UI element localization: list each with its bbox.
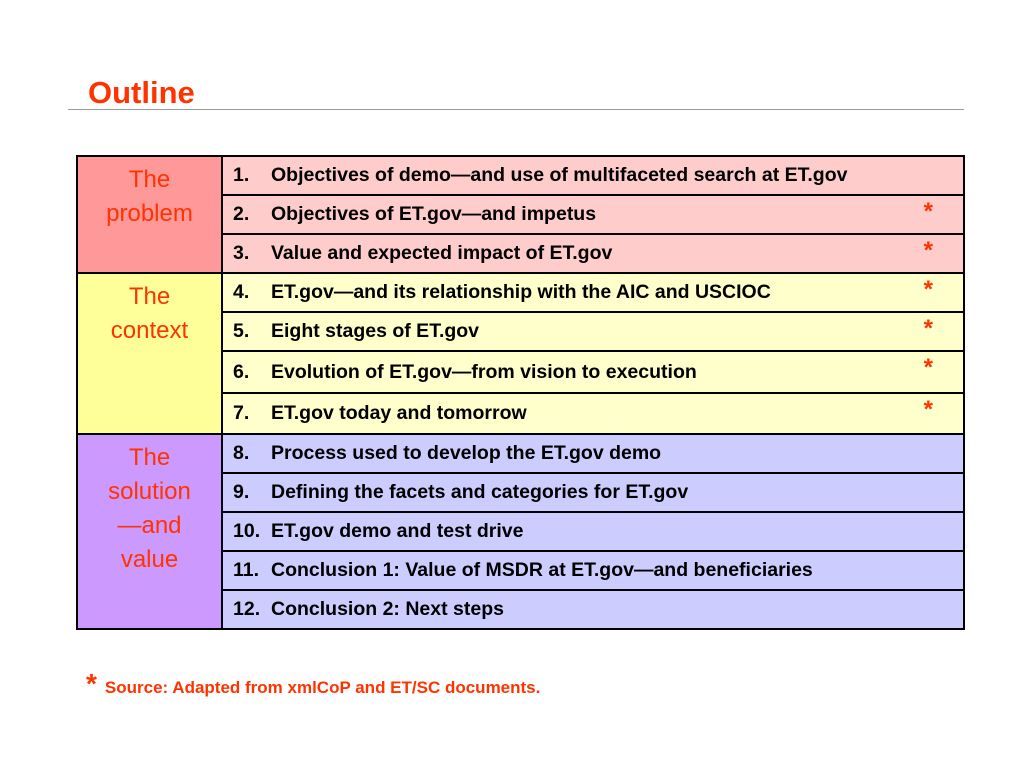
item-text: ET.gov demo and test drive [271, 520, 524, 542]
item-text: ET.gov—and its relationship with the AIC and USCIOC [271, 281, 771, 303]
table-row [77, 273, 964, 312]
item-number: 5. [233, 320, 250, 342]
footnote-asterisk: * [86, 668, 97, 699]
outline-item-4 [222, 273, 964, 312]
section-label-line: The [128, 283, 171, 310]
section-label-line: solution [108, 478, 191, 505]
outline-item-3 [222, 234, 964, 273]
item-number: 11. [233, 559, 260, 581]
item-text: Conclusion 2: Next steps [271, 598, 504, 620]
outline-item-11 [222, 551, 964, 590]
asterisk-marker: * [923, 396, 933, 423]
outline-item-8 [222, 434, 964, 473]
item-text: Defining the facets and categories for ET.gov [271, 481, 689, 503]
table-row [77, 434, 964, 473]
section-label-line: The [128, 166, 171, 193]
asterisk-marker: * [923, 198, 933, 225]
outline-table [76, 155, 965, 630]
item-text: Eight stages of ET.gov [271, 320, 480, 342]
section-label-line: —and [117, 512, 182, 539]
outline-item-7 [222, 393, 964, 434]
outline-item-12 [222, 590, 964, 629]
item-text: Value and expected impact of ET.gov [271, 242, 613, 264]
item-text: Objectives of demo—and use of multifaceted search at ET.gov [271, 164, 848, 186]
item-number: 12. [233, 598, 261, 620]
outline-item-10 [222, 512, 964, 551]
asterisk-marker: * [923, 276, 933, 303]
item-text: Process used to develop the ET.gov demo [271, 442, 662, 464]
outline-item-5 [222, 312, 964, 351]
source-footnote [86, 668, 540, 700]
asterisk-marker: * [923, 237, 933, 264]
item-number: 1. [233, 164, 250, 186]
slide-title: Outline [88, 75, 195, 110]
outline-item-6 [222, 351, 964, 393]
section-label-line: value [120, 546, 179, 573]
footnote-text: Source: Adapted from xmlCoP and ET/SC documents. [104, 678, 541, 697]
section-label-line: The [128, 444, 171, 471]
item-text: Evolution of ET.gov—from vision to execution [271, 360, 697, 383]
item-number: 7. [233, 402, 250, 424]
outline-item-9 [222, 473, 964, 512]
item-text: Conclusion 1: Value of MSDR at ET.gov—and beneficiaries [271, 559, 813, 581]
item-number: 8. [233, 442, 250, 464]
asterisk-marker: * [923, 354, 933, 381]
item-text: Objectives of ET.gov—and impetus [271, 203, 597, 225]
item-number: 9. [233, 481, 250, 503]
item-number: 4. [233, 281, 250, 303]
section-label-line: context [110, 317, 189, 344]
item-number: 10. [233, 520, 261, 542]
outline-item-2 [222, 195, 964, 234]
section-label-context [77, 273, 222, 434]
outline-item-1 [222, 156, 964, 195]
section-label-solution [77, 434, 222, 629]
item-text: ET.gov today and tomorrow [271, 402, 527, 424]
section-label-problem [77, 156, 222, 273]
table-row [77, 156, 964, 195]
item-number: 3. [233, 242, 250, 264]
title-divider [68, 109, 964, 110]
section-label-line: problem [106, 200, 193, 227]
asterisk-marker: * [923, 315, 933, 342]
item-number: 2. [233, 203, 250, 225]
item-number: 6. [233, 360, 250, 383]
